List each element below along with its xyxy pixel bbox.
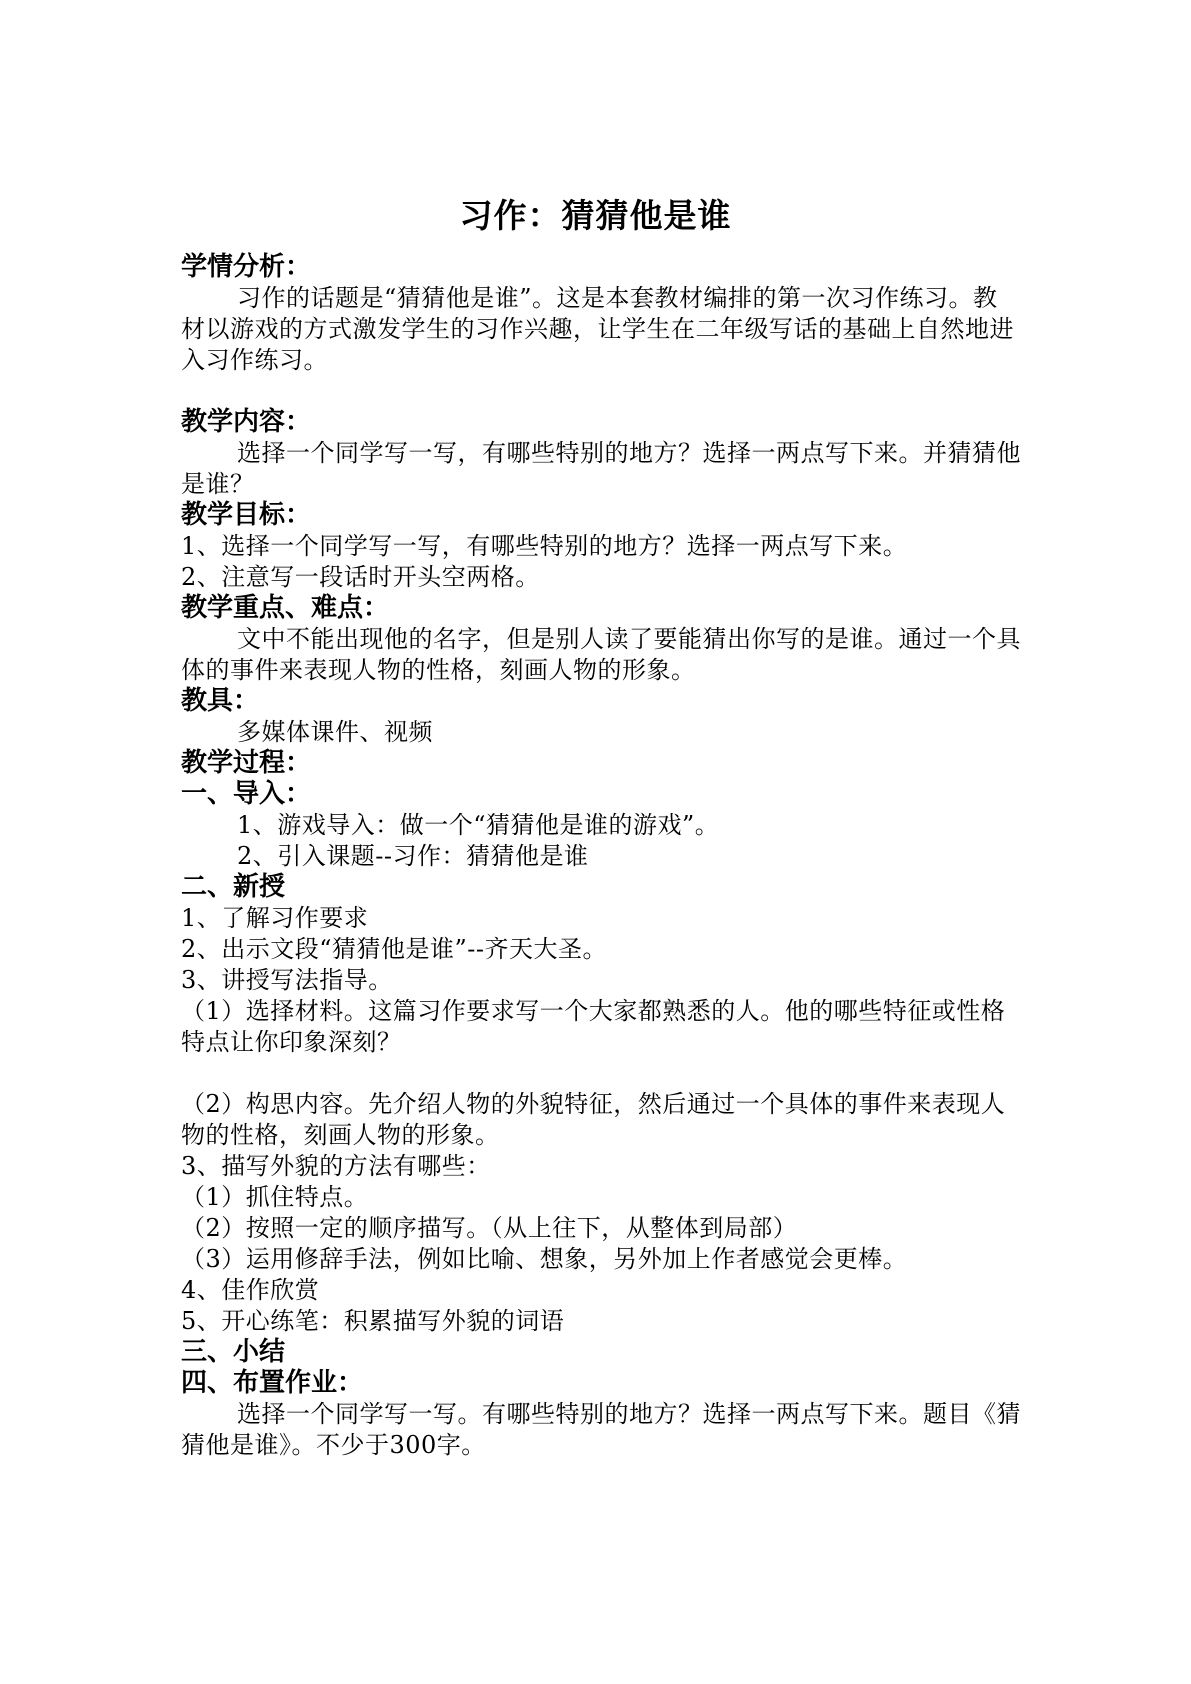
process-item: 3、讲授写法指导。 [181, 966, 393, 994]
document-body [181, 252, 1021, 1461]
spacer [181, 1058, 1021, 1089]
process-item: 1、游戏导入：做一个“猜猜他是谁的游戏”。 [237, 811, 720, 839]
subheading-homework: 四、布置作业： [181, 1368, 364, 1398]
process-item: 2、引入课题--习作：猜猜他是谁 [237, 842, 589, 870]
process-item: （1）抓住特点。 [181, 1183, 369, 1211]
paragraph-learning-analysis: 习作的话题是“猜猜他是谁”。这是本套教材编排的第一次习作练习。教材以游戏的方式激发学生的习作兴趣，让学生在二年级写话的基础上自然地进入习作练习。 [181, 284, 1014, 374]
process-item: （2）构思内容。先介绍人物的外貌特征，然后通过一个具体的事件来表现人物的性格，刻画人物的形象。 [181, 1090, 1006, 1149]
spacer [181, 376, 1021, 407]
process-item: 5、开心练笔：积累描写外貌的词语 [181, 1307, 565, 1335]
process-item: （3）运用修辞手法，例如比喻、想象，另外加上作者感觉会更棒。 [181, 1245, 908, 1273]
heading-teaching-aids: 教具： [181, 686, 260, 716]
process-item: （1）选择材料。这篇习作要求写一个大家都熟悉的人。他的哪些特征或性格特点让你印象深刻？ [181, 997, 1006, 1056]
heading-teaching-content: 教学内容： [181, 407, 312, 437]
goal-item: 2、注意写一段话时开头空两格。 [181, 563, 540, 591]
process-item: 4、佳作欣赏 [181, 1276, 320, 1304]
paragraph-key-difficult-points: 文中不能出现他的名字，但是别人读了要能猜出你写的是谁。通过一个具体的事件来表现人物的性格，刻画人物的形象。 [181, 625, 1021, 684]
heading-learning-analysis: 学情分析： [181, 252, 312, 282]
goal-item: 1、选择一个同学写一写，有哪些特别的地方？选择一两点写下来。 [181, 532, 908, 560]
process-item: 2、出示文段“猜猜他是谁”--齐天大圣。 [181, 935, 608, 963]
subheading-new-lesson: 二、新授 [181, 872, 286, 902]
heading-teaching-goals: 教学目标： [181, 500, 312, 530]
subheading-introduction: 一、导入： [181, 779, 312, 809]
process-item: 1、了解习作要求 [181, 904, 369, 932]
page-title: 习作：猜猜他是谁 [459, 196, 732, 235]
paragraph-teaching-content: 选择一个同学写一写，有哪些特别的地方？选择一两点写下来。并猜猜他是谁？ [181, 439, 1021, 498]
process-item: （2）按照一定的顺序描写。（从上往下，从整体到局部） [181, 1214, 798, 1242]
paragraph-teaching-aids: 多媒体课件、视频 [237, 718, 433, 746]
heading-key-difficult-points: 教学重点、难点： [181, 593, 390, 623]
heading-teaching-process: 教学过程： [181, 748, 312, 778]
process-item: 3、描写外貌的方法有哪些： [181, 1152, 491, 1180]
paragraph-homework: 选择一个同学写一写。有哪些特别的地方？选择一两点写下来。题目《猜猜他是谁》。不少于300字。 [181, 1400, 1021, 1459]
subheading-summary: 三、小结 [181, 1337, 286, 1367]
